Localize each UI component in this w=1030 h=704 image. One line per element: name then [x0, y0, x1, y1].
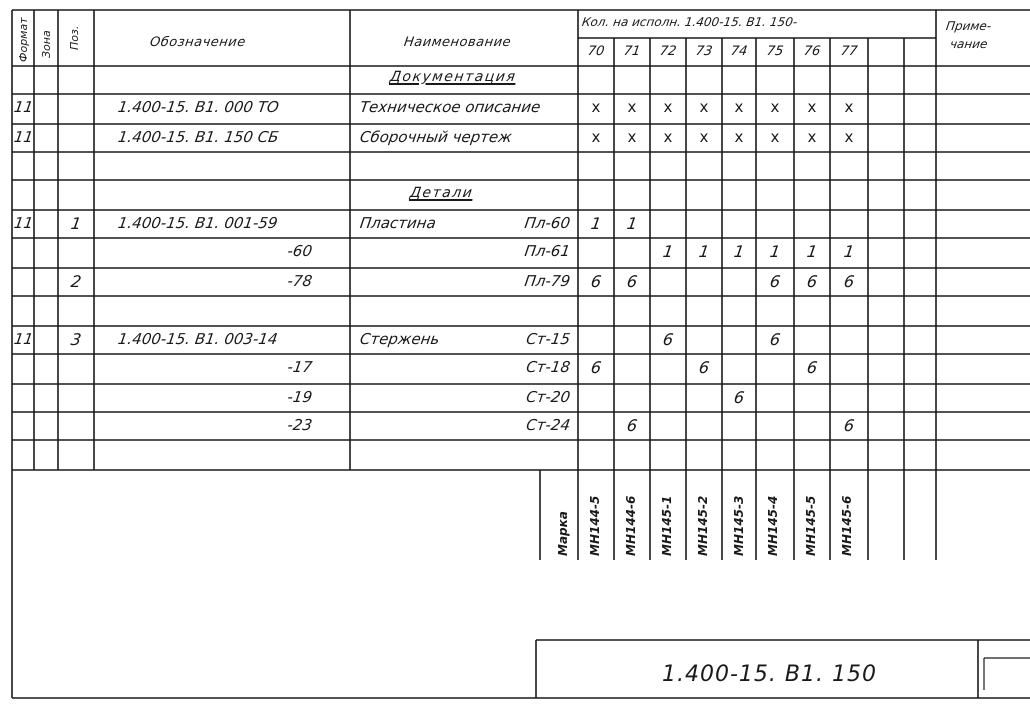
- quantity-cell: х: [699, 98, 709, 116]
- name-code-cell: Пл-61: [523, 242, 572, 260]
- name-cell: Техническое описание: [358, 98, 542, 116]
- quantity-cell: 6: [697, 358, 711, 377]
- variant-header-72: 72: [658, 44, 678, 59]
- quantity-cell: 1: [805, 242, 819, 261]
- quantity-cell: х: [663, 128, 673, 146]
- name-code-cell: Ст-15: [525, 330, 572, 348]
- variant-header-75: 75: [765, 44, 785, 59]
- quantity-cell: 6: [768, 272, 782, 291]
- brand-value: МН145-4: [766, 495, 780, 556]
- quantity-cell: 6: [589, 272, 603, 291]
- name-column-header: Наименование: [402, 35, 513, 50]
- title-block-code: 1.400-15. В1. 150: [662, 662, 877, 687]
- quantity-cell: х: [734, 98, 744, 116]
- quantity-cell: 1: [661, 242, 675, 261]
- quantity-cell: 6: [768, 330, 782, 349]
- quantity-cell: 1: [732, 242, 746, 261]
- quantity-cell: х: [627, 98, 637, 116]
- name-cell: Пластина: [358, 214, 438, 232]
- quantity-cell: 1: [589, 214, 603, 233]
- brand-value: МН144-5: [588, 495, 602, 556]
- brand-label: Марка: [556, 511, 570, 556]
- format-cell: 11: [12, 330, 35, 348]
- quantity-cell: х: [770, 98, 780, 116]
- variant-header-73: 73: [694, 44, 714, 59]
- name-cell: Стержень: [358, 330, 441, 348]
- quantity-cell: 6: [732, 388, 746, 407]
- quantity-cell: х: [591, 128, 601, 146]
- name-code-cell: Ст-20: [525, 388, 572, 406]
- quantity-cell: х: [807, 98, 817, 116]
- quantity-cell: 1: [842, 242, 856, 261]
- variant-header-76: 76: [802, 44, 822, 59]
- section-title-parts: Детали: [408, 185, 475, 201]
- format-cell: 11: [12, 98, 35, 116]
- quantity-cell: х: [770, 128, 780, 146]
- quantity-cell: х: [807, 128, 817, 146]
- quantity-cell: 6: [589, 358, 603, 377]
- position-cell: 2: [69, 272, 83, 291]
- designation-cell: 1.400-15. В1. 000 ТО: [116, 98, 281, 116]
- quantity-cell: х: [591, 98, 601, 116]
- zone-column-header: Зона: [40, 30, 53, 58]
- variant-header-77: 77: [839, 44, 859, 59]
- designation-cell: -19: [286, 388, 314, 406]
- designation-cell: -60: [286, 242, 314, 260]
- brand-value: МН145-2: [696, 495, 710, 556]
- quantity-cell: 6: [661, 330, 675, 349]
- name-cell: Сборочный чертеж: [358, 128, 514, 146]
- quantity-cell: 1: [697, 242, 711, 261]
- quantity-cell: 1: [625, 214, 639, 233]
- format-column-header: Формат: [17, 17, 30, 62]
- quantity-cell: 1: [768, 242, 782, 261]
- designation-cell: 1.400-15. В1. 150 СБ: [116, 128, 280, 146]
- designation-column-header: Обозначение: [148, 35, 247, 50]
- quantity-cell: х: [699, 128, 709, 146]
- position-cell: 3: [69, 330, 83, 349]
- designation-cell: -17: [286, 358, 314, 376]
- brand-value: МН145-1: [660, 495, 674, 556]
- quantity-cell: 6: [805, 358, 819, 377]
- quantity-cell: 6: [625, 416, 639, 435]
- quantity-cell: х: [663, 98, 673, 116]
- quantity-cell: х: [844, 98, 854, 116]
- position-cell: 1: [69, 214, 83, 233]
- quantity-cell: 6: [805, 272, 819, 291]
- quantity-cell: х: [627, 128, 637, 146]
- brand-value: МН145-3: [732, 495, 746, 556]
- variant-header-74: 74: [729, 44, 749, 59]
- designation-cell: 1.400-15. В1. 003-14: [116, 330, 279, 348]
- section-title-documentation: Документация: [388, 69, 518, 85]
- designation-cell: 1.400-15. В1. 001-59: [116, 214, 279, 232]
- quantity-cell: 6: [842, 272, 856, 291]
- quantity-cell: 6: [842, 416, 856, 435]
- quantity-group-header: Кол. на исполн. 1.400-15. В1. 150-: [581, 15, 799, 29]
- designation-cell: -78: [286, 272, 314, 290]
- designation-cell: -23: [286, 416, 314, 434]
- quantity-cell: х: [844, 128, 854, 146]
- format-cell: 11: [12, 214, 35, 232]
- quantity-cell: 6: [625, 272, 639, 291]
- brand-value: МН145-6: [840, 495, 854, 556]
- brand-value: МН144-6: [624, 495, 638, 556]
- quantity-cell: х: [734, 128, 744, 146]
- position-column-header: Поз.: [68, 25, 81, 50]
- brand-value: МН145-5: [804, 495, 818, 556]
- name-code-cell: Ст-18: [525, 358, 572, 376]
- name-code-cell: Пл-60: [523, 214, 572, 232]
- variant-header-70: 70: [586, 44, 606, 59]
- format-cell: 11: [12, 128, 35, 146]
- name-code-cell: Ст-24: [525, 416, 572, 434]
- name-code-cell: Пл-79: [523, 272, 572, 290]
- note-column-header: Приме-: [945, 19, 993, 33]
- note-column-header-line2: чание: [949, 37, 989, 51]
- variant-header-71: 71: [622, 44, 642, 59]
